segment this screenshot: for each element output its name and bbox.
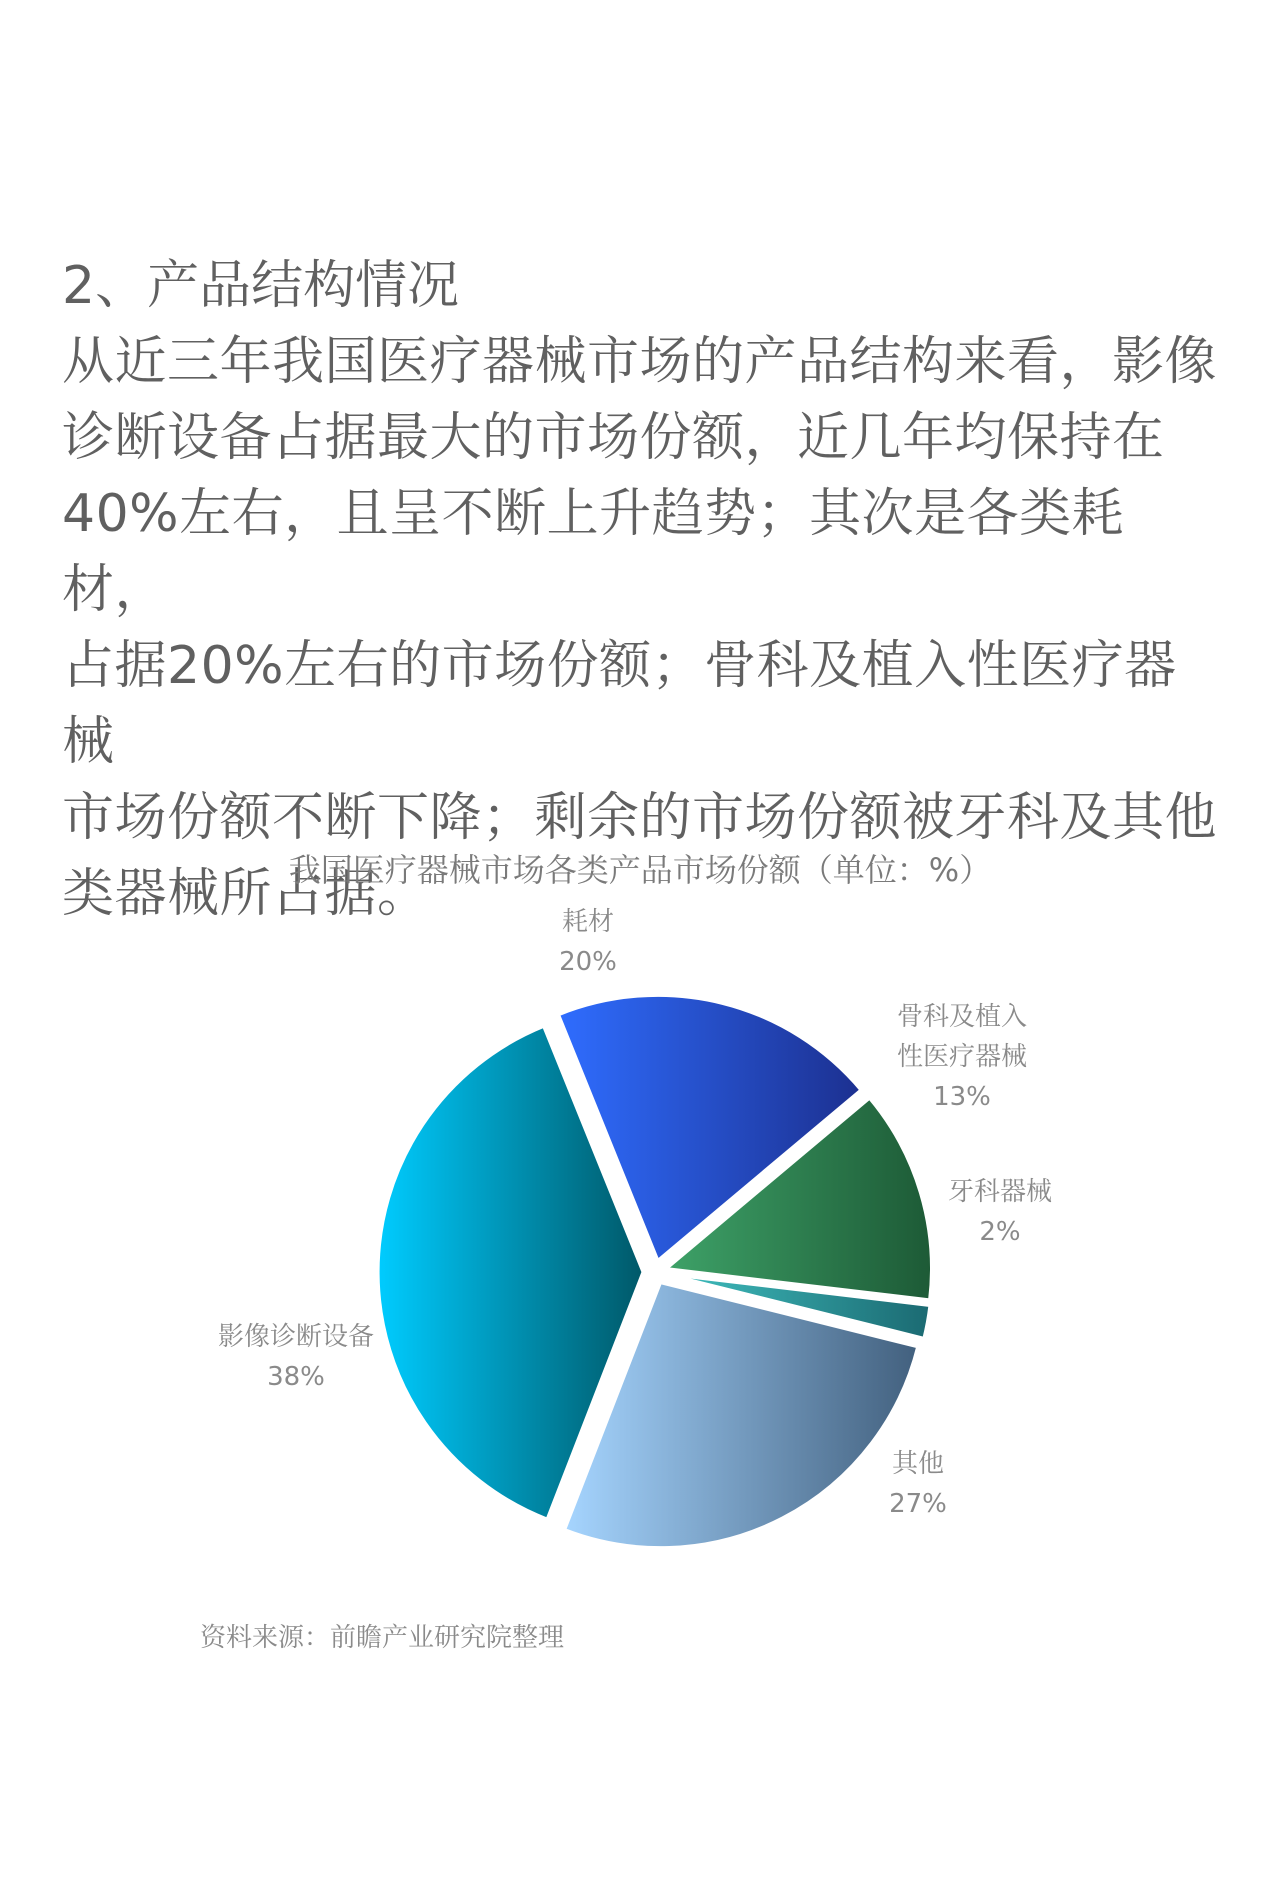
slice-label-4-line-1: 其他 [891, 1449, 945, 1479]
body-line-4: 占据20%左右的市场份额；骨科及植入性医疗器械 [62, 636, 1177, 772]
body-line-2: 诊断设备占据最大的市场份额，近几年均保持在 [62, 408, 1165, 468]
slice-label-5-line-1: 影像诊断设备 [217, 1322, 375, 1352]
article-section [62, 248, 1222, 932]
slice-label-2-line-1: 骨科及植入 [896, 1002, 1028, 1032]
slice-value-label-3: 2% [979, 1217, 1021, 1247]
body-line-6: 类器械所占据。 [62, 864, 430, 924]
body-line-3: 40%左右，且呈不断上升趋势；其次是各类耗材， [62, 484, 1125, 620]
body-line-5: 市场份额不断下降；剩余的市场份额被牙科及其他 [62, 788, 1218, 848]
chart-title: 我国医疗器械市场各类产品市场份额（单位：%） [288, 851, 992, 889]
slice-value-label-4: 27% [889, 1489, 947, 1519]
section-heading: 2、产品结构情况 [62, 256, 460, 316]
slice-value-label-2: 13% [933, 1082, 991, 1112]
pie-chart [0, 900, 1280, 1580]
source-note: 资料来源：前瞻产业研究院整理 [200, 1623, 565, 1653]
slice-value-label-5: 38% [267, 1362, 325, 1392]
slice-label-3-line-1: 牙科器械 [947, 1177, 1053, 1207]
body-line-1: 从近三年我国医疗器械市场的产品结构来看，影像 [62, 332, 1218, 392]
slice-label-1-line-1: 耗材 [561, 907, 615, 937]
slice-value-label-1: 20% [559, 947, 617, 977]
slice-label-2-line-2: 性医疗器械 [896, 1042, 1028, 1072]
pie-slices [378, 995, 931, 1547]
